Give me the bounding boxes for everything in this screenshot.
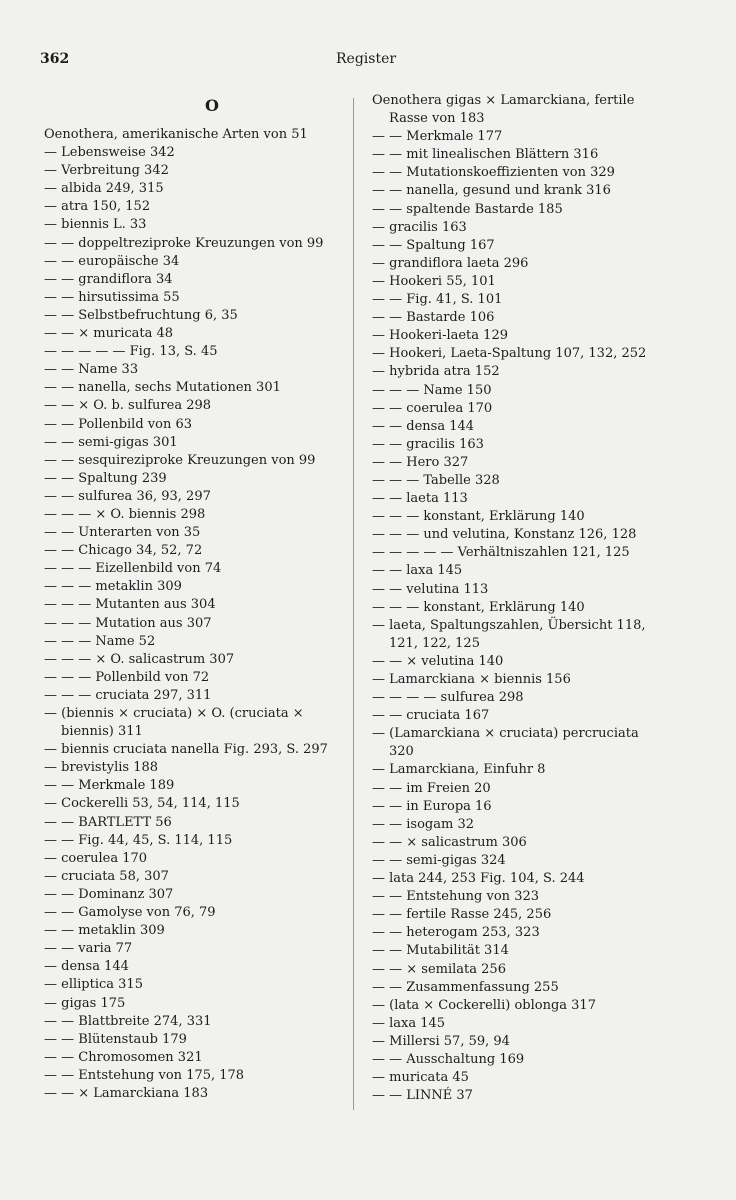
- index-entry: — — Entstehung von 175, 178: [44, 1067, 245, 1083]
- index-entry: — — heterogam 253, 323: [372, 925, 540, 941]
- index-entry: — — × O. b. sulfurea 298: [44, 398, 212, 414]
- index-entry: — laxa 145: [372, 1015, 446, 1031]
- index-entry: — — velutina 113: [372, 581, 489, 597]
- index-entry: — — — Name 150: [372, 382, 492, 398]
- index-entry: — — BARTLETT 56: [44, 814, 172, 830]
- index-entry: — — Dominanz 307: [44, 886, 174, 902]
- index-entry: — — in Europa 16: [372, 798, 492, 814]
- index-entry: — — Mutabilität 314: [372, 943, 509, 959]
- index-entry: — lata 244, 253 Fig. 104, S. 244: [372, 871, 585, 887]
- index-entry: — — LINNÉ 37: [372, 1088, 473, 1104]
- index-entry: — — Spaltung 239: [44, 470, 167, 486]
- index-entry: — (lata × Cockerelli) oblonga 317: [372, 997, 596, 1013]
- index-entry: — Lamarckiana, Einfuhr 8: [372, 762, 546, 778]
- index-entry: — — — — sulfurea 298: [372, 690, 524, 706]
- index-entry: — Verbreitung 342: [44, 163, 169, 179]
- index-entry: — gigas 175: [44, 995, 126, 1011]
- index-entry: — — Blütenstaub 179: [44, 1031, 187, 1047]
- index-entry: — — — Mutation aus 307: [44, 615, 212, 631]
- index-entry: — — × velutina 140: [372, 653, 504, 669]
- index-entry: — — — × O. biennis 298: [44, 506, 206, 522]
- index-entry: — — Chicago 34, 52, 72: [44, 543, 203, 559]
- index-entry: — — Fig. 44, 45, S. 114, 115: [44, 832, 233, 848]
- index-entry: — — hirsutissima 55: [44, 289, 180, 305]
- index-entry: — — fertile Rasse 245, 256: [372, 907, 552, 923]
- index-entry: — — nanella, sechs Mutationen 301: [44, 380, 281, 396]
- index-entry: — Hookeri 55, 101: [372, 273, 496, 289]
- index-entry: Oenothera gigas × Lamarckiana, fertile: [372, 93, 635, 108]
- index-entry: — — — — — Fig. 13, S. 45: [44, 344, 218, 360]
- index-entry: — — Bastarde 106: [372, 310, 495, 326]
- index-entry: — — × Lamarckiana 183: [44, 1085, 209, 1101]
- index-entry: — — Ausschaltung 169: [372, 1051, 525, 1067]
- index-entry: — brevistylis 188: [44, 760, 159, 776]
- index-entry: — — Unterarten von 35: [44, 525, 201, 541]
- index-entry-continuation: biennis) 311: [61, 724, 143, 740]
- index-entry: — — densa 144: [372, 418, 475, 434]
- index-entry: — — semi-gigas 324: [372, 852, 506, 868]
- index-entry: — biennis cruciata nanella Fig. 293, S. 297: [44, 742, 328, 758]
- index-entry: — atra 150, 152: [44, 199, 151, 215]
- index-entry: — — sesquireziproke Kreuzungen von 99: [44, 452, 316, 468]
- index-entry-continuation: Rasse von 183: [389, 111, 485, 127]
- index-entry: — — mit linealischen Blättern 316: [372, 147, 599, 163]
- index-entry: — hybrida atra 152: [372, 364, 500, 380]
- index-entry: Oenothera, amerikanische Arten von 51: [44, 127, 308, 142]
- index-entry: — — spaltende Bastarde 185: [372, 201, 563, 217]
- index-entry: — — Spaltung 167: [372, 237, 495, 253]
- index-entry: — laeta, Spaltungszahlen, Übersicht 118,: [372, 617, 646, 633]
- index-entry: — — Fig. 41, S. 101: [372, 292, 503, 308]
- index-entry: — (biennis × cruciata) × O. (cruciata ×: [44, 706, 304, 721]
- index-entry: — — — konstant, Erklärung 140: [372, 599, 585, 615]
- index-entry-continuation: 320: [389, 744, 414, 760]
- index-entry: — — — Eizellenbild von 74: [44, 561, 222, 577]
- index-entry: — — Name 33: [44, 362, 139, 378]
- index-column-left: [44, 126, 350, 1103]
- index-entry: — muricata 45: [372, 1070, 469, 1086]
- page-number: 362: [40, 51, 70, 67]
- index-entry: — — — Pollenbild von 72: [44, 669, 210, 685]
- index-entry-continuation: 121, 122, 125: [389, 635, 480, 651]
- index-entry: — — laxa 145: [372, 563, 463, 579]
- index-entry: — — Pollenbild von 63: [44, 416, 193, 432]
- index-entry: — Hookeri-laeta 129: [372, 328, 508, 344]
- index-entry: — — — Tabelle 328: [372, 472, 500, 488]
- index-entry: — — Entstehung von 323: [372, 889, 540, 905]
- index-entry: — Lebensweise 342: [44, 145, 175, 161]
- index-entry: — densa 144: [44, 959, 129, 975]
- index-entry: — — im Freien 20: [372, 780, 491, 796]
- index-entry: — coerulea 170: [44, 850, 148, 866]
- index-entry: — — coerulea 170: [372, 400, 493, 416]
- index-entry: — albida 249, 315: [44, 181, 164, 197]
- index-entry: — — — — — Verhältniszahlen 121, 125: [372, 545, 630, 561]
- index-entry: — cruciata 58, 307: [44, 868, 169, 884]
- index-entry: — Hookeri, Laeta-Spaltung 107, 132, 252: [372, 346, 647, 362]
- index-entry: — — metaklin 309: [44, 923, 165, 939]
- index-entry: — — gracilis 163: [372, 436, 484, 452]
- index-entry: — — Merkmale 177: [372, 129, 503, 145]
- index-entry: — Cockerelli 53, 54, 114, 115: [44, 796, 240, 812]
- index-entry: — — — cruciata 297, 311: [44, 687, 212, 703]
- index-entry: — — Selbstbefruchtung 6, 35: [44, 307, 238, 323]
- index-entry: — — Zusammenfassung 255: [372, 979, 559, 995]
- index-entry: — — — und velutina, Konstanz 126, 128: [372, 527, 637, 543]
- index-entry: — — Gamolyse von 76, 79: [44, 905, 216, 921]
- index-entry: — — — metaklin 309: [44, 579, 182, 595]
- index-entry: — — × salicastrum 306: [372, 834, 527, 850]
- index-entry: — — cruciata 167: [372, 708, 490, 724]
- index-entry: — — nanella, gesund und krank 316: [372, 183, 611, 199]
- index-entry: — Millersi 57, 59, 94: [372, 1033, 510, 1049]
- index-entry: — — grandiflora 34: [44, 271, 173, 287]
- column-divider: [353, 98, 354, 1110]
- index-entry: — — varia 77: [44, 941, 133, 957]
- index-entry: — — sulfurea 36, 93, 297: [44, 488, 211, 504]
- index-entry: — (Lamarckiana × cruciata) percruciata: [372, 726, 639, 742]
- index-entry: — — — × O. salicastrum 307: [44, 651, 235, 667]
- index-entry: — — Chromosomen 321: [44, 1049, 203, 1065]
- index-entry: — grandiflora laeta 296: [372, 255, 529, 271]
- index-entry: — — Merkmale 189: [44, 778, 175, 794]
- index-entry: — — × semilata 256: [372, 961, 506, 977]
- index-entry: — — Hero 327: [372, 454, 469, 470]
- section-letter: O: [205, 96, 219, 115]
- index-entry: — — europäische 34: [44, 253, 180, 269]
- index-entry: — Lamarckiana × biennis 156: [372, 672, 571, 687]
- index-entry: — — laeta 113: [372, 491, 468, 507]
- index-entry: — — Mutationskoeffizienten von 329: [372, 165, 615, 181]
- index-entry: — elliptica 315: [44, 977, 143, 993]
- index-entry: — — — konstant, Erklärung 140: [372, 509, 585, 525]
- index-entry: — — — Mutanten aus 304: [44, 597, 216, 613]
- index-entry: — biennis L. 33: [44, 217, 147, 233]
- index-entry: — — × muricata 48: [44, 326, 174, 342]
- index-column-right: [372, 92, 704, 1105]
- index-entry: — — isogam 32: [372, 816, 474, 832]
- index-entry: — — doppeltreziproke Kreuzungen von 99: [44, 235, 324, 251]
- index-entry: — — — Name 52: [44, 633, 156, 649]
- index-entry: — — semi-gigas 301: [44, 434, 178, 450]
- index-entry: — gracilis 163: [372, 219, 467, 235]
- index-entry: — — Blattbreite 274, 331: [44, 1013, 212, 1029]
- running-head: Register: [336, 51, 397, 67]
